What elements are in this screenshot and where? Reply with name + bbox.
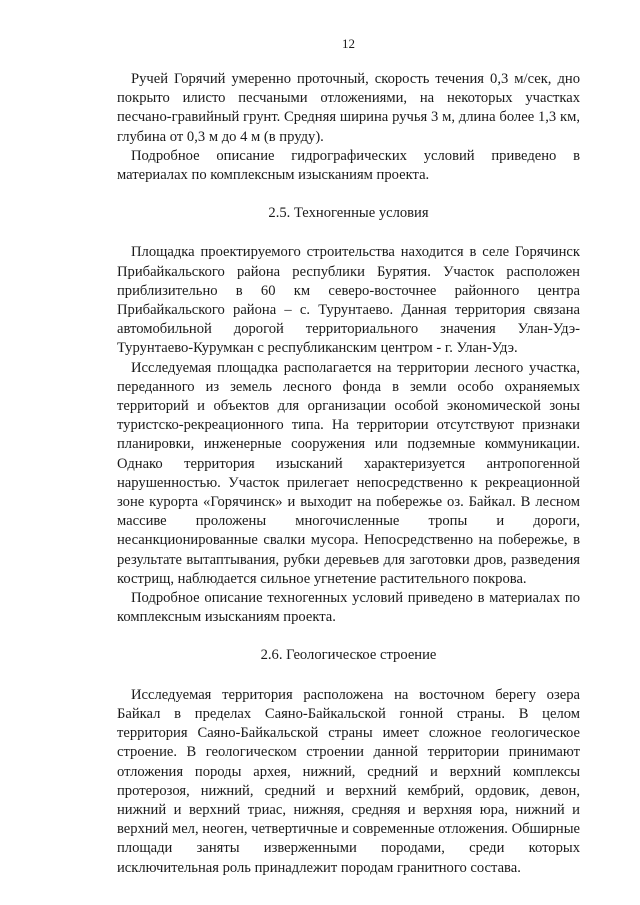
section-hydrography: [117, 70, 580, 185]
document-page: [117, 36, 580, 878]
paragraph: Подробное описание гидрографических условий приведено в материалах по комплексным изысканиям проекта.: [117, 147, 580, 184]
paragraph: Ручей Горячий умеренно проточный, скорость течения 0,3 м/сек, дно покрыто илисто песчаными отложениями, на некоторых участках песчано-гравийный грунт. Средняя ширина ручья 3 м, длина более 1,3 км, глубина от 0,3 м до 4 м (в пруду).: [117, 71, 580, 145]
section-heading-geology: 2.6. Геологическое строение: [260, 647, 437, 664]
section-technogenic: [117, 243, 580, 627]
paragraph: Исследуемая площадка располагается на территории лесного участка, переданного из земель лесного фонда в земли особо охраняемых территорий и объектов для организации особой экономической зоны туристско-рекреационного типа. На территории отсутствуют признаки планировки, инженерные сооружения или подземные коммуникации. Однако территория изысканий характеризуется антропогенной нарушенностью. Участок прилегает непосредственно к рекреационной зоне курорта «Горячинск» и выходит на побережье оз. Байкал. В лесном массиве проложены многочисленные тропы и дороги, несанкционированные свалки мусора. Непосредственно на побережье, в результате вытаптывания, рубки деревьев для заготовки дров, разведения кострищ, наблюдается сильное угнетение растительного покрова.: [117, 359, 580, 587]
page-number: 12: [342, 36, 355, 51]
section-geology: [117, 686, 580, 878]
paragraph: Площадка проектируемого строительства находится в селе Горячинск Прибайкальского района республики Бурятия. Участок расположен приблизительно в 60 км северо-восточнее районного центра Прибайкальского района – с. Турунтаево. Данная территория связана автомобильной дорогой территориального значения Улан-Удэ-Турунтаево-Курумкан с республиканским центром - г. Улан-Удэ.: [117, 244, 580, 357]
paragraph: Подробное описание техногенных условий приведено в материалах по комплексным изысканиям проекта.: [117, 590, 580, 626]
paragraph: Исследуемая территория расположена на восточном берегу озера Байкал в пределах Саяно-Байкальской гонной страны. В целом территория Саяно-Байкальской страны имеет сложное геологическое строение. В геологическом строении данной территории принимают отложения породы архея, нижний, средний и верхний комплексы протерозоя, нижний, средний и верхний кембрий, ордовик, девон, нижний и верхний триас, нижняя, средняя и верхняя юра, нижний и верхний мел, неоген, четвертичные и современные отложения. Обширные площади заняты изверженными породами, среди которых исключительная роль принадлежит породам гранитного состава.: [117, 686, 580, 876]
section-heading-technogenic: 2.5. Техногенные условия: [268, 205, 429, 222]
